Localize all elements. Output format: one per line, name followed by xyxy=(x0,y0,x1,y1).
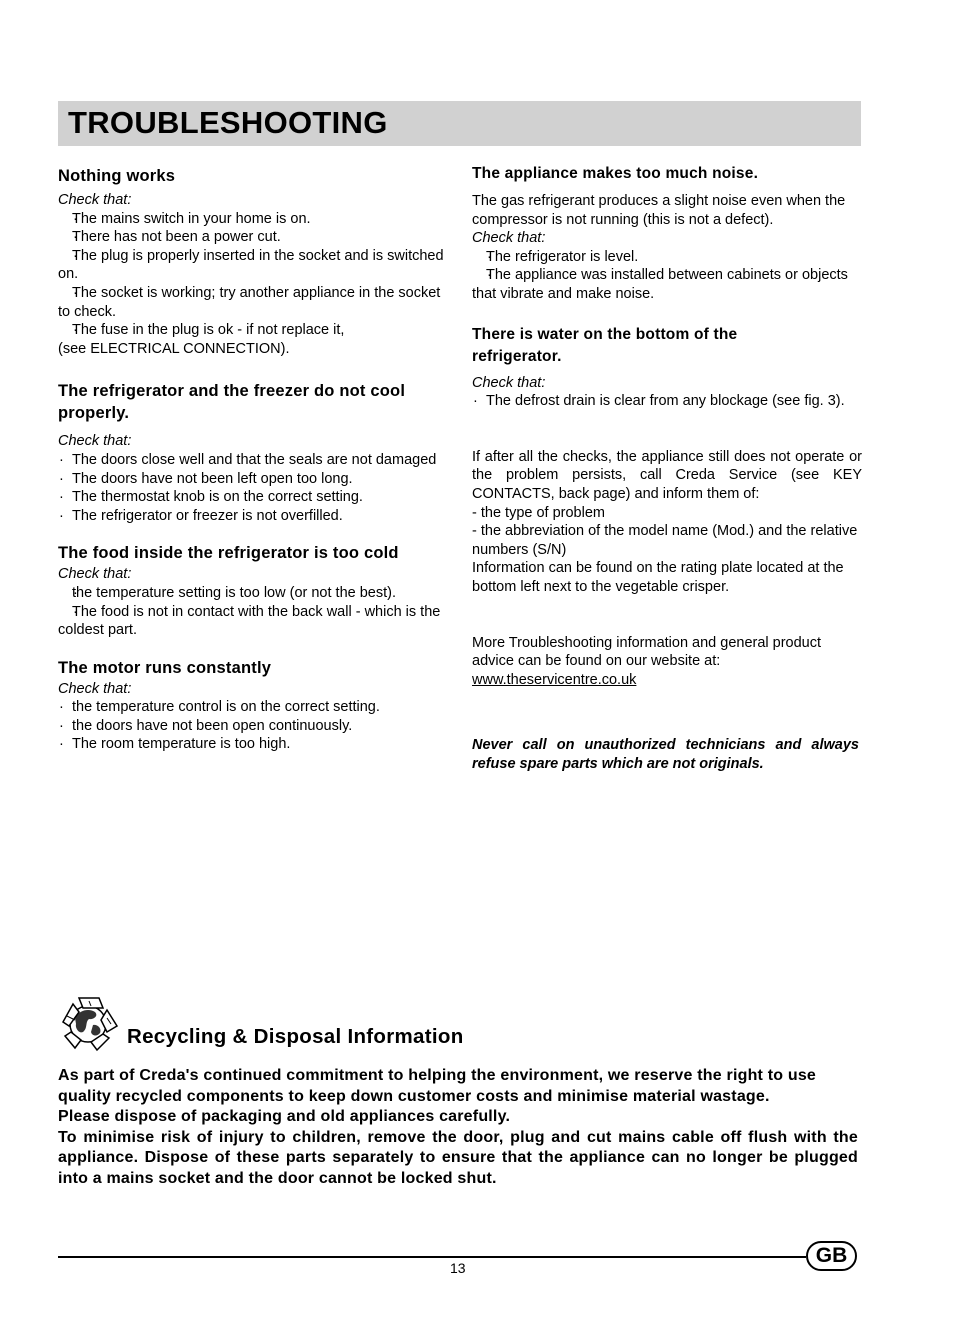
section-service xyxy=(472,448,862,597)
recycling-paragraph: As part of Creda's continued commitment to helping the environment, we reserve the right to use quality recycled components to keep down customer costs and minimise material wastage. xyxy=(58,1067,817,1105)
section-too-cold xyxy=(58,542,448,639)
page-number: 13 xyxy=(450,1260,466,1276)
section-heading: The food inside the refrigerator is too cold xyxy=(58,544,399,563)
list-item: · The doors have not been left open too long. xyxy=(58,470,448,489)
list-item: · The defrost drain is clear from any blockage (see fig. 3). xyxy=(472,392,862,411)
country-badge: GB xyxy=(806,1241,857,1271)
service-text: Information can be found on the rating plate located at the bottom left next to the vegetable crisper. xyxy=(472,560,844,595)
list-item: · the temperature control is on the correct setting. xyxy=(58,698,448,717)
service-line: - the abbreviation of the model name (Mod.) and the relative numbers (S/N) xyxy=(472,523,858,558)
list-item: · The appliance was installed between cabinets or objects that vibrate and make noise. xyxy=(472,266,862,303)
section-heading: The refrigerator and the freezer do not cool properly. xyxy=(58,382,406,423)
check-that-label: Check that: xyxy=(58,192,132,208)
section-noise xyxy=(472,163,862,304)
title-bar xyxy=(58,101,861,146)
left-column xyxy=(58,165,448,754)
list-item: · The socket is working; try another appliance in the socket to check. xyxy=(58,284,448,321)
recycle-globe-icon xyxy=(55,992,121,1054)
check-list xyxy=(58,584,448,640)
check-list xyxy=(472,248,862,304)
website-text: More Troubleshooting information and general product advice can be found on our website at: xyxy=(472,634,822,670)
list-item: · The refrigerator is level. xyxy=(472,248,862,267)
list-item: · The refrigerator or freezer is not overfilled. xyxy=(58,507,448,526)
section-water xyxy=(472,324,862,411)
recycling-paragraph: To minimise risk of injury to children, remove the door, plug and cut mains cable off flush with the appliance. Dispose of these parts separately to ensure that the appliance can no longer be plugged into a mains socket and the door cannot be locked shut. xyxy=(58,1128,858,1187)
check-list xyxy=(472,392,862,411)
section-nothing-works xyxy=(58,165,448,358)
list-item: · The doors close well and that the seals are not damaged xyxy=(58,451,448,470)
service-text: If after all the checks, the appliance still does not operate or the problem persists, call Creda Service (see KEY CONTACTS, back page) and inform them of: xyxy=(472,448,862,502)
intro-text: The gas refrigerant produces a slight noise even when the compressor is not running (this is not a defect). xyxy=(472,193,846,228)
list-item: · There has not been a power cut. xyxy=(58,228,448,247)
right-column xyxy=(472,163,862,773)
list-item: · The fuse in the plug is ok - if not replace it, xyxy=(58,321,448,340)
check-that-label: Check that: xyxy=(58,566,132,583)
list-item: · The plug is properly inserted in the socket and is switched on. xyxy=(58,247,448,284)
check-that-label: Check that: xyxy=(472,374,546,391)
list-item: · the doors have not been open continuously. xyxy=(58,717,448,736)
check-list xyxy=(58,698,448,754)
section-motor xyxy=(58,657,448,754)
check-that-label: Check that: xyxy=(58,680,132,697)
section-heading: Nothing works xyxy=(58,167,176,185)
service-line: - the type of problem xyxy=(472,504,605,521)
section-heading: The appliance makes too much noise. xyxy=(472,165,759,182)
footer-divider xyxy=(58,1256,806,1258)
section-website xyxy=(472,634,862,690)
website-link[interactable]: www.theservicentre.co.uk xyxy=(472,671,637,688)
note-text: (see ELECTRICAL CONNECTION). xyxy=(58,340,290,357)
recycling-title: Recycling & Disposal Information xyxy=(127,1025,464,1048)
check-list xyxy=(58,210,448,340)
list-item: · the temperature setting is too low (or not the best). xyxy=(58,584,448,603)
warning-text: Never call on unauthorized technicians and always refuse spare parts which are not originals. xyxy=(472,737,859,772)
list-item: · The mains switch in your home is on. xyxy=(58,210,448,229)
list-item: · The room temperature is too high. xyxy=(58,735,448,754)
section-not-cool xyxy=(58,380,448,525)
section-heading: The motor runs constantly xyxy=(58,658,272,677)
page-title: TROUBLESHOOTING xyxy=(68,105,388,140)
section-heading: There is water on the bottom of the refrigerator. xyxy=(472,325,738,365)
check-that-label: Check that: xyxy=(58,433,132,450)
list-item: · The thermostat knob is on the correct setting. xyxy=(58,488,448,507)
recycling-body xyxy=(58,1066,858,1190)
check-that-label: Check that: xyxy=(472,230,546,247)
check-list xyxy=(58,451,448,525)
recycling-paragraph: Please dispose of packaging and old appliances carefully. xyxy=(58,1108,511,1126)
list-item: · The food is not in contact with the back wall - which is the coldest part. xyxy=(58,603,448,640)
